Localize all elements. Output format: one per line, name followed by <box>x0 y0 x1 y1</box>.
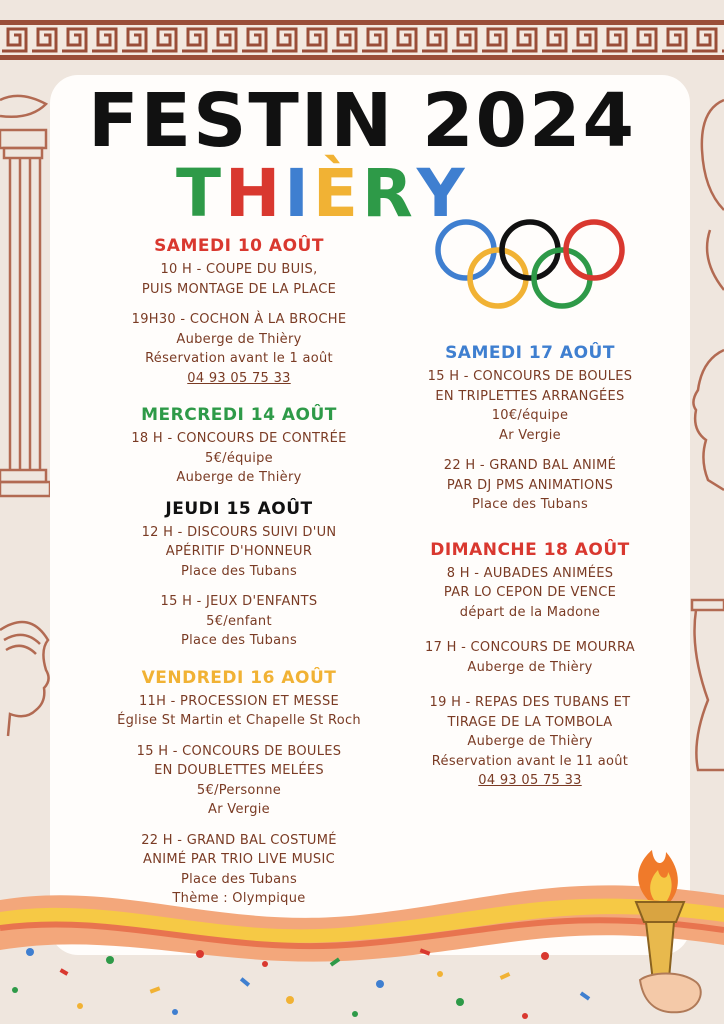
event-line: EN TRIPLETTES ARRANGÉES <box>435 388 625 404</box>
event-line: EN DOUBLETTES MELÉES <box>154 763 324 778</box>
event-line: 11H - PROCESSION ET MESSE <box>138 693 340 709</box>
event-line: 22 H - GRAND BAL COSTUMÉ <box>141 832 337 848</box>
phone-number[interactable]: 04 93 05 75 33 <box>478 773 582 788</box>
event-line: Église St Martin et Chapelle St Roch <box>117 713 361 728</box>
day-heading: DIMANCHE 18 AOÛT <box>430 539 630 560</box>
olympic-torch-icon <box>610 850 720 1020</box>
event-line: Place des Tubans <box>180 871 298 887</box>
event-line: 8 H - AUBADES ANIMÉES <box>446 565 614 581</box>
village-name <box>176 155 469 232</box>
event-line: départ de la Madone <box>459 604 601 620</box>
event <box>402 693 658 791</box>
event-line: 10 H - COUPE DU BUIS, <box>160 262 318 277</box>
event-line: 18 H - CONCOURS DE CONTRÉE <box>131 431 347 446</box>
day-block <box>402 343 658 515</box>
event-line: 5€/Personne <box>196 782 282 798</box>
event-line: Thème : Olympique <box>172 891 306 906</box>
event-line: 12 H - DISCOURS SUIVI D'UN <box>141 524 337 540</box>
event-line: 5€/équipe <box>205 450 273 466</box>
event-line: 19H30 - COCHON À LA BROCHE <box>131 312 347 327</box>
event-line: APÉRITIF D'HONNEUR <box>165 544 313 559</box>
event-line: Auberge de Thièry <box>467 734 593 749</box>
day-block <box>80 405 398 488</box>
bust-left-decoration <box>0 610 52 740</box>
poster-title: FESTIN 2024 <box>87 78 637 164</box>
event-line: TIRAGE DE LA TOMBOLA <box>447 714 613 730</box>
day-heading: VENDREDI 16 AOÛT <box>141 667 337 688</box>
day-heading: JEUDI 15 AOÛT <box>165 498 313 519</box>
event-line: Auberge de Thièry <box>176 470 302 485</box>
program-right-column <box>402 343 658 802</box>
village-name-letter: Y <box>416 155 469 232</box>
village-name-letter: R <box>361 155 417 232</box>
event-line: Ar Vergie <box>208 802 270 817</box>
event <box>80 429 398 488</box>
event-line: Réservation avant le 1 août <box>145 351 333 366</box>
event-line: 15 H - JEUX D'ENFANTS <box>160 594 318 609</box>
event <box>80 692 398 731</box>
event-line: Auberge de Thièry <box>467 659 593 675</box>
day-block <box>80 236 398 388</box>
event-line: 17 H - CONCOURS DE MOURRA <box>425 640 635 655</box>
greek-key-frieze <box>0 20 724 60</box>
event-line: 15 H - CONCOURS DE BOULES <box>136 743 342 759</box>
event <box>80 742 398 820</box>
day-block <box>402 540 658 791</box>
event-line: PUIS MONTAGE DE LA PLACE <box>141 281 337 297</box>
phone-number[interactable]: 04 93 05 75 33 <box>187 370 291 386</box>
event <box>402 564 658 623</box>
event <box>80 523 398 582</box>
event-line: Auberge de Thièry <box>176 331 302 347</box>
event-line: 19 H - REPAS DES TUBANS ET <box>429 695 631 710</box>
event-line: 5€/enfant <box>206 613 272 629</box>
event-line: Place des Tubans <box>180 633 298 648</box>
day-heading: SAMEDI 17 AOÛT <box>445 343 615 363</box>
village-name-letter: H <box>225 155 285 232</box>
event-line: Place des Tubans <box>471 497 589 512</box>
village-name-letter: T <box>176 155 226 232</box>
event-line: PAR LO CEPON DE VENCE <box>443 585 617 600</box>
face-right-decoration <box>688 340 724 520</box>
event <box>402 367 658 445</box>
event-line: 15 H - CONCOURS DE BOULES <box>427 369 633 384</box>
village-name-letter: È <box>312 155 362 232</box>
event <box>402 638 658 677</box>
event-line: 22 H - GRAND BAL ANIMÉ <box>443 458 617 473</box>
day-heading: SAMEDI 10 AOÛT <box>154 236 324 256</box>
event <box>402 456 658 515</box>
day-heading: MERCREDI 14 AOÛT <box>141 405 337 425</box>
event-line: 10€/équipe <box>491 408 569 423</box>
event <box>80 592 398 651</box>
event-line: Ar Vergie <box>499 427 561 443</box>
event <box>80 310 398 388</box>
event-line: Place des Tubans <box>180 563 298 579</box>
day-block <box>80 499 398 651</box>
event <box>80 260 398 299</box>
village-name-letter: I <box>284 155 313 232</box>
urn-right-decoration <box>688 590 724 790</box>
event-line: Réservation avant le 11 août <box>431 753 629 769</box>
event-line: PAR DJ PMS ANIMATIONS <box>446 477 614 493</box>
event-line: ANIMÉ PAR TRIO LIVE MUSIC <box>143 852 335 867</box>
olympic-rings-icon <box>432 216 632 312</box>
program-left-column <box>80 236 398 920</box>
